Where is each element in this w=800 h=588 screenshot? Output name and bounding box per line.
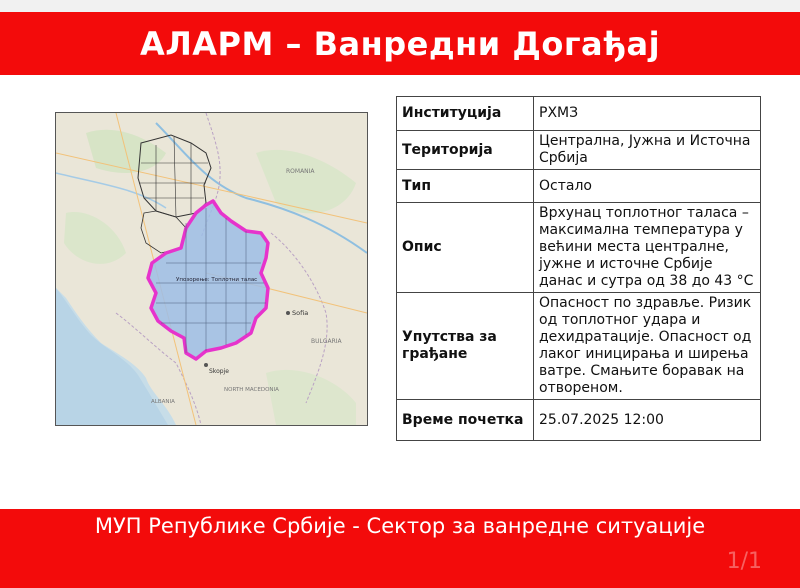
map-alert-label: Упозорење: Топлотни талас [176, 277, 258, 283]
table-row [397, 131, 761, 170]
row-label-institution: Институција [397, 97, 534, 131]
table-row [397, 203, 761, 293]
footer-text: МУП Републике Србије - Сектор за ванредне ситуације [94, 514, 706, 538]
footer-banner [0, 509, 800, 588]
svg-text:Skopje: Skopje [209, 368, 229, 375]
svg-text:ROMANIA: ROMANIA [286, 168, 315, 175]
svg-text:Sofia: Sofia [292, 309, 309, 317]
alert-details-table [396, 96, 761, 441]
page-indicator: 1/1 [726, 549, 762, 574]
row-value-description: Врхунац топлотног таласа – максимална температура у већини места централне, јужне и источне Србије данас и сутра од 38 до 43 °C [534, 203, 761, 293]
row-value-type: Остало [534, 170, 761, 203]
table-row [397, 170, 761, 203]
svg-text:NORTH MACEDONIA: NORTH MACEDONIA [224, 387, 279, 393]
row-label-instructions: Упутства за грађане [397, 293, 534, 400]
table-row [397, 400, 761, 441]
top-spacer [0, 0, 800, 12]
row-value-territory: Централна, Јужна и Источна Србија [534, 131, 761, 170]
svg-text:BULGARIA: BULGARIA [311, 338, 342, 345]
alert-header [0, 12, 800, 75]
row-label-description: Опис [397, 203, 534, 293]
alert-map[interactable] [55, 112, 368, 426]
row-value-instructions: Опасност по здравље. Ризик од топлотног удара и дехидратације. Опасност од лаког иницирања и ширења ватре. Смањите боравак на отвореном. [534, 293, 761, 400]
row-label-territory: Територија [397, 131, 534, 170]
table-row [397, 293, 761, 400]
row-value-institution: РХМЗ [534, 97, 761, 131]
map-canvas [56, 113, 367, 425]
row-label-type: Тип [397, 170, 534, 203]
row-value-start-time: 25.07.2025 12:00 [534, 400, 761, 441]
alert-title: АЛАРМ – Ванредни Догађај [139, 24, 661, 63]
svg-text:ALBANIA: ALBANIA [151, 399, 175, 405]
row-label-start-time: Време почетка [397, 400, 534, 441]
table-row [397, 97, 761, 131]
